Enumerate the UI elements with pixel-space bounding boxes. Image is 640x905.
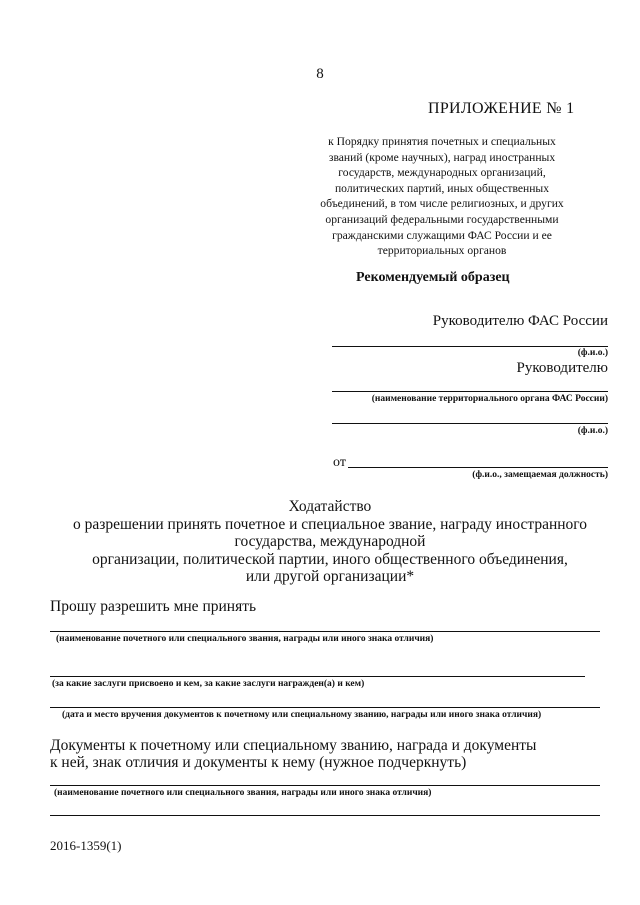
caption-award-name-2: (наименование почетного или специального звания, награды или иного знака отличия): [54, 788, 432, 798]
appendix-line: гражданскими служащими ФАС России и ее: [332, 228, 552, 242]
date-place-line: [50, 707, 600, 708]
request-text: Прошу разрешить мне принять: [50, 598, 257, 615]
documents-text-2: к ней, знак отличия и документы к нему (нужное подчеркнуть): [50, 754, 467, 771]
appendix-description: [292, 134, 592, 259]
petition-title-line: о разрешении принять почетное и специальное звание, награду иностранного: [72, 515, 588, 533]
appendix-line: объединений, в том числе религиозных, и других: [320, 197, 564, 211]
merits-line: [50, 676, 585, 677]
appendix-line: званий (кроме научных), наград иностранных: [328, 150, 556, 164]
appendix-line: государств, международных организаций,: [338, 166, 546, 180]
caption-award-name-1: (наименование почетного или специального звания, награды или иного знака отличия): [56, 634, 434, 644]
page-number: 8: [316, 66, 324, 82]
appendix-title: ПРИЛОЖЕНИЕ № 1: [428, 100, 575, 117]
fio-line-1: [332, 346, 608, 347]
appendix-line: территориальных органов: [377, 244, 507, 258]
petition-title-line: Ходатайство: [288, 498, 372, 515]
territorial-line: [332, 391, 608, 392]
from-caption: (ф.и.о., замещаемая должность): [472, 470, 608, 480]
sample-label: Рекомендуемый образец: [356, 270, 510, 285]
petition-title-line: или другой организации*: [245, 568, 415, 585]
petition-title-line: государства, международной: [234, 533, 426, 550]
appendix-line: организаций федеральными государственными: [325, 212, 559, 226]
documents-line-2: [50, 815, 600, 816]
caption-date-place: (дата и место вручения документов к почетному или специальному званию, награды или иного знака отличия): [62, 710, 542, 720]
head-fas-label: Руководителю ФАС России: [432, 313, 608, 329]
fio-line-2: [332, 423, 608, 424]
head-label: Руководителю: [516, 360, 608, 376]
from-label: от: [333, 455, 346, 470]
fio-caption-1: (ф.и.о.): [577, 348, 608, 358]
caption-merits: (за какие заслуги присвоено и кем, за какие заслуги награжден(а) и кем): [52, 679, 365, 689]
petition-title-line: организации, политической партии, иного общественного объединения,: [92, 550, 568, 568]
request-line: [50, 631, 600, 632]
appendix-line: к Порядку принятия почетных и специальных: [328, 135, 556, 148]
footer-code: 2016-1359(1): [50, 838, 122, 853]
territorial-caption: (наименование территориального органа ФАС России): [371, 394, 608, 404]
from-line: [348, 467, 608, 468]
appendix-line: политических партий, иных общественных: [334, 181, 550, 195]
documents-text-1: Документы к почетному или специальному званию, награда и документы: [50, 737, 537, 754]
petition-title: [40, 498, 620, 586]
documents-line: [50, 785, 600, 786]
fio-caption-2: (ф.и.о.): [577, 426, 608, 436]
